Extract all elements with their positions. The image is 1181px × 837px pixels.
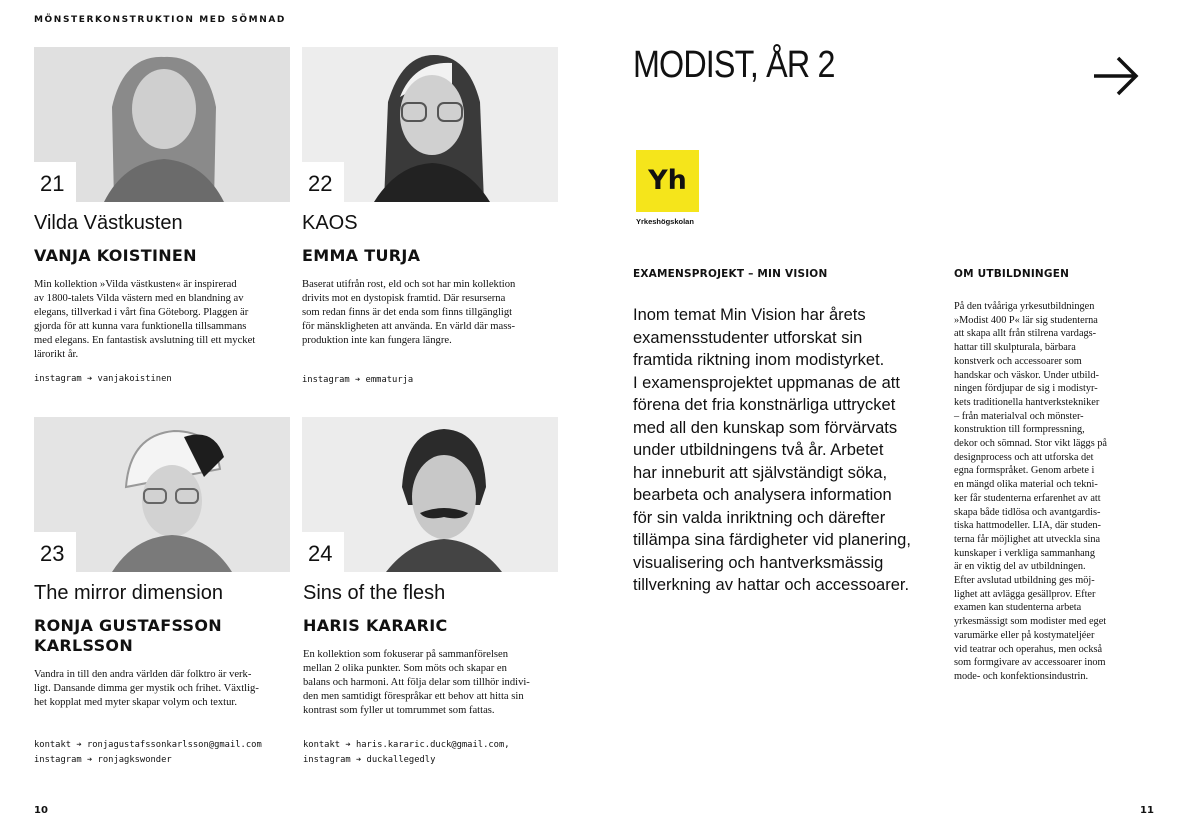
- text-line: tillämpa sina färdigheter vid planering,: [633, 531, 911, 549]
- text-line: konstruktion till formpressning,: [954, 424, 1085, 436]
- text-line: dekor och sömnad. Stor vikt läggs på: [954, 438, 1108, 450]
- text-line: tiska hattmodeller. LIA, där studen-: [954, 520, 1101, 532]
- page-title: MODIST, ÅR 2: [633, 44, 835, 86]
- text-line: mode- och konfektionsindustrin.: [954, 670, 1089, 682]
- text-line: yrkesmässigt som modister med eget: [954, 616, 1107, 628]
- description-line: balans och harmoni. Att följa delar som tillhör indivi-: [303, 677, 530, 688]
- text-line: lighet att avlägga gesällprov. Efter: [954, 588, 1096, 600]
- text-line: ker får studenterna erfarenhet av att: [954, 492, 1101, 504]
- student-description: [34, 278, 296, 362]
- description-line: lärorikt år.: [34, 349, 79, 360]
- text-line: kunskaper i verkliga sammanhang: [954, 547, 1095, 559]
- email-link[interactable]: kontakt ➔ ronjagustafssonkarlsson@gmail.com: [34, 740, 262, 750]
- text-line: vid teatrar och operahus, men också: [954, 643, 1103, 655]
- text-line: kets traditionella hantverkstekniker: [954, 396, 1100, 408]
- portrait-photo-21: [34, 47, 290, 202]
- student-name: [302, 246, 420, 266]
- instagram-link[interactable]: instagram ➔ vanjakoistinen: [34, 374, 172, 384]
- email-link[interactable]: kontakt ➔ haris.kararic.duck@gmail.com,: [303, 740, 510, 750]
- description-line: för mänskligheten att använda. En värld där mass-: [302, 321, 515, 332]
- text-line: förena det fria konstnärliga uttrycket: [633, 396, 896, 414]
- portrait-photo-24: [302, 417, 558, 572]
- text-line: varumärke eller på kostymateljéer: [954, 629, 1095, 641]
- description-line: produktion inte kan fungera längre.: [302, 335, 452, 346]
- text-line: Inom temat Min Vision har årets: [633, 306, 866, 324]
- text-line: har inneburit att självständigt söka,: [633, 463, 888, 482]
- text-line: som formgivare av accessoarer inom: [954, 657, 1106, 669]
- text-line: designprocess och att utforska det: [954, 451, 1094, 463]
- description-line: av 1800-talets Vilda västern med en blandning av: [34, 293, 244, 304]
- student-number: 24: [302, 532, 344, 572]
- description-line: elegans, tillverkad i vårt fina Göteborg. Plaggen är: [34, 307, 249, 318]
- description-line: het kopplat med myter skapar volym och textur.: [34, 697, 237, 708]
- text-line: med all den kunskap som förvärvats: [633, 418, 898, 437]
- yrkeshogskolan-logo: Yh: [636, 150, 699, 212]
- text-line: tillverkning av hattar och accessoarer.: [633, 576, 910, 594]
- student-description: [34, 668, 296, 710]
- student-contacts: [34, 372, 172, 387]
- description-line: mellan 2 olika punkter. Som möts och skapar en: [303, 663, 507, 674]
- collection-title: Sins of the flesh: [303, 582, 446, 604]
- instagram-link[interactable]: instagram ➔ emmaturja: [302, 375, 414, 385]
- student-name-line: RONJA GUSTAFSSON: [34, 616, 222, 635]
- description-line: ligt. Dansande dimma ger mystik och frihet. Växtlig-: [34, 683, 259, 694]
- text-line: – från materialval och mönster-: [954, 410, 1084, 422]
- running-head: MÖNSTERKONSTRUKTION MED SÖMNAD: [34, 15, 286, 25]
- text-line: I examensprojektet uppmanas de att: [633, 373, 900, 392]
- text-line: hattar till skulpturala, bärbara: [954, 342, 1076, 354]
- exam-heading: EXAMENSPROJEKT – MIN VISION: [633, 268, 828, 280]
- student-name: [34, 246, 197, 266]
- text-line: Efter avslutad utbildning ges möj-: [954, 575, 1095, 587]
- text-line: examen kan studenterna arbeta: [954, 602, 1082, 614]
- text-line: framtida riktning inom modistyrket.: [633, 351, 885, 369]
- page-number-right: 11: [1140, 805, 1154, 816]
- student-number: 22: [302, 162, 344, 202]
- text-line: att skapa allt från stilrena vardags-: [954, 328, 1097, 340]
- description-line: Vandra in till den andra världen där folktro är verk-: [34, 669, 252, 680]
- description-line: gjorda för att kunna vara funktionella tillsammans: [34, 321, 247, 332]
- student-name-line: HARIS KARARIC: [303, 616, 448, 635]
- text-line: visualisering och hantverksmässig: [633, 553, 884, 572]
- text-line: en mängd olika material och tekni-: [954, 479, 1098, 491]
- collection-title: Vilda Västkusten: [34, 212, 183, 234]
- text-line: På den tvååriga yrkesutbildningen: [954, 301, 1095, 312]
- student-contacts: [302, 373, 413, 388]
- instagram-link[interactable]: instagram ➔ ronjagkswonder: [34, 755, 172, 765]
- student-description: [302, 278, 564, 348]
- instagram-link[interactable]: instagram ➔ duckallegedly: [303, 755, 436, 765]
- description-line: som redan finns är det enda som finns tillgängligt: [302, 307, 513, 318]
- text-line: handskar och väskor. Under utbild-: [954, 369, 1099, 381]
- text-line: ningen fördjupar de sig i modistyr-: [954, 383, 1098, 395]
- text-line: egna formspråket. Genom arbete i: [954, 465, 1095, 477]
- text-line: för sin valda inriktning och därefter: [633, 508, 886, 527]
- portrait-photo-23: [34, 417, 290, 572]
- description-line: Baserat utifrån rost, eld och sot har min kollektion: [302, 279, 516, 290]
- text-line: under utbildningens två år. Arbetet: [633, 441, 884, 459]
- text-line: examensstudenter utforskat sin: [633, 328, 863, 347]
- description-line: Min kollektion »Vilda västkusten« är inspirerad: [34, 279, 237, 290]
- description-line: En kollektion som fokuserar på sammanförelsen: [303, 649, 509, 660]
- description-line: drivits mot en dystopisk framtid. Där resurserna: [302, 293, 506, 304]
- collection-title: KAOS: [302, 212, 358, 234]
- student-name: [34, 616, 222, 656]
- description-line: med elegans. En fantastisk avslutning till ett mycket: [34, 335, 256, 346]
- logo-label: Yrkeshögskolan: [636, 217, 694, 226]
- description-line: den men samtidigt förespråkar ett behov att hitta sin: [303, 691, 524, 702]
- student-number: 23: [34, 532, 76, 572]
- exam-text: [633, 304, 923, 597]
- student-name-line: VANJA KOISTINEN: [34, 246, 197, 265]
- student-contacts: [34, 738, 262, 768]
- about-text: [954, 300, 1144, 684]
- student-description: [303, 648, 565, 718]
- student-contacts: [303, 738, 510, 768]
- text-line: skapa både tidlösa och avantgardis-: [954, 506, 1101, 518]
- description-line: kontrast som fyller ut tomrummet som fattas.: [303, 705, 495, 716]
- student-name: [303, 616, 448, 636]
- student-number: 21: [34, 162, 76, 202]
- text-line: bearbeta och analysera information: [633, 486, 892, 504]
- page-number-left: 10: [34, 805, 48, 816]
- text-line: är en viktig del av utbildningen.: [954, 561, 1086, 573]
- arrow-right-icon[interactable]: [1092, 54, 1142, 98]
- student-name-line: KARLSSON: [34, 636, 134, 655]
- text-line: terna får möjlighet att utveckla sina: [954, 533, 1101, 545]
- text-line: »Modist 400 P« lär sig studenterna: [954, 314, 1098, 326]
- about-heading: OM UTBILDNINGEN: [954, 268, 1070, 280]
- student-name-line: EMMA TURJA: [302, 246, 421, 265]
- portrait-photo-22: [302, 47, 558, 202]
- text-line: konstverk och accessoarer som: [954, 355, 1082, 367]
- collection-title: The mirror dimension: [34, 582, 223, 604]
